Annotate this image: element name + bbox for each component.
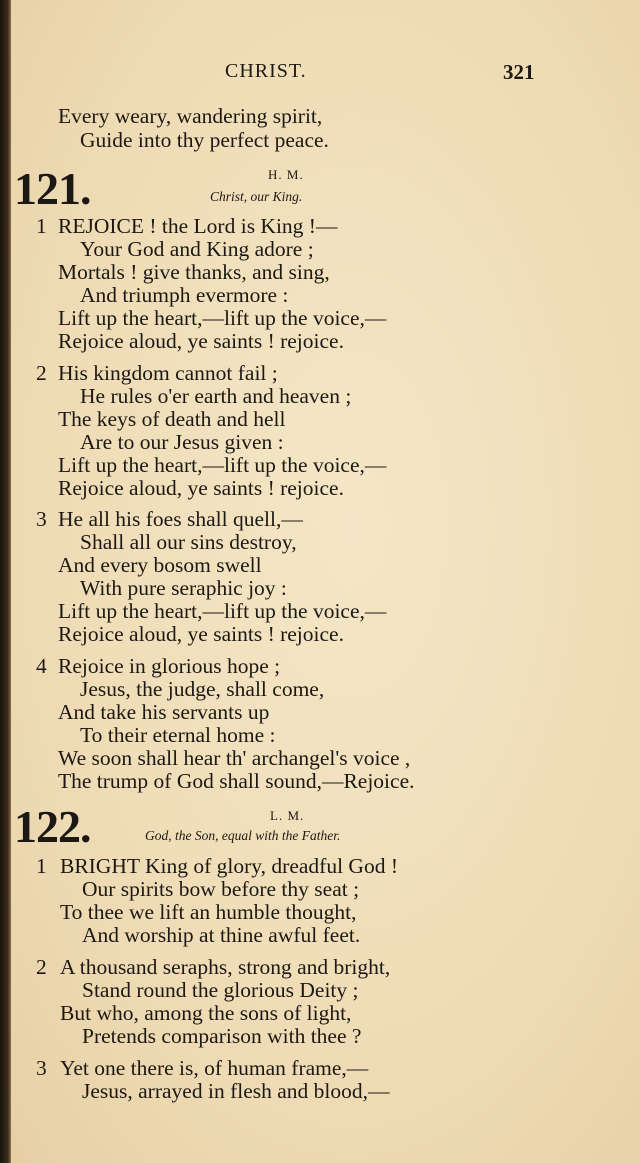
verse-line: His kingdom cannot fail ; xyxy=(58,361,278,385)
verse-line: And take his servants up xyxy=(58,700,270,724)
verse-line: And triumph evermore : xyxy=(80,283,289,307)
verse-line: To thee we lift an humble thought, xyxy=(60,900,357,924)
page-number: 321 xyxy=(503,60,535,84)
verse-line: Jesus, the judge, shall come, xyxy=(80,677,325,701)
verse-line: Lift up the heart,—lift up the voice,— xyxy=(58,599,387,623)
verse-line: We soon shall hear th' archangel's voice , xyxy=(58,746,411,770)
verse-line: The keys of death and hell xyxy=(58,407,286,431)
verse-line: BRIGHT King of glory, dreadful God ! xyxy=(60,854,398,878)
verse-line: He all his foes shall quell,— xyxy=(58,507,303,531)
verse-line: Pretends comparison with thee ? xyxy=(82,1024,362,1048)
book-spine xyxy=(0,0,11,1163)
verse-line: A thousand seraphs, strong and bright, xyxy=(60,955,391,979)
verse-line: But who, among the sons of light, xyxy=(60,1001,352,1025)
verse-line: Lift up the heart,—lift up the voice,— xyxy=(58,453,387,477)
verse-line: And worship at thine awful feet. xyxy=(82,923,361,947)
verse-line: Stand round the glorious Deity ; xyxy=(82,978,359,1002)
hymn-subtitle: God, the Son, equal with the Father. xyxy=(145,828,341,843)
verse-line: Mortals ! give thanks, and sing, xyxy=(58,260,330,284)
hymn-number: 121. xyxy=(14,163,91,214)
verse-line: The trump of God shall sound,—Rejoice. xyxy=(58,769,415,793)
verse-number: 2 xyxy=(36,955,47,979)
verse-line: Rejoice aloud, ye saints ! rejoice. xyxy=(58,476,344,500)
hymn-subtitle: Christ, our King. xyxy=(210,189,303,204)
verse-number: 2 xyxy=(36,361,47,385)
verse-number: 1 xyxy=(36,214,47,238)
verse-line: REJOICE ! the Lord is King !— xyxy=(58,214,338,238)
verse-line: Rejoice aloud, ye saints ! rejoice. xyxy=(58,622,344,646)
verse-line: Are to our Jesus given : xyxy=(80,430,284,454)
verse-number: 3 xyxy=(36,507,47,531)
verse-line: Shall all our sins destroy, xyxy=(80,530,297,554)
hymn-number: 122. xyxy=(14,801,91,852)
running-head: CHRIST. xyxy=(225,60,307,82)
verse-line: And every bosom swell xyxy=(58,553,262,577)
carryover-line: Guide into thy perfect peace. xyxy=(80,128,329,152)
verse-line: He rules o'er earth and heaven ; xyxy=(80,384,352,408)
verse-line: To their eternal home : xyxy=(80,723,276,747)
verse-number: 3 xyxy=(36,1056,47,1080)
verse-line: Rejoice aloud, ye saints ! rejoice. xyxy=(58,329,344,353)
verse-line: Yet one there is, of human frame,— xyxy=(60,1056,369,1080)
verse-line: Our spirits bow before thy seat ; xyxy=(82,877,360,901)
verse-number: 4 xyxy=(36,654,47,678)
carryover-line: Every weary, wandering spirit, xyxy=(58,104,323,128)
verse-number: 1 xyxy=(36,854,47,878)
verse-line: Lift up the heart,—lift up the voice,— xyxy=(58,306,387,330)
hymn-meter: H. M. xyxy=(268,167,304,182)
verse-line: With pure seraphic joy : xyxy=(80,576,287,600)
verse-line: Your God and King adore ; xyxy=(80,237,314,261)
hymn-meter: L. M. xyxy=(270,808,305,823)
verse-line: Jesus, arrayed in flesh and blood,— xyxy=(82,1079,390,1103)
verse-line: Rejoice in glorious hope ; xyxy=(58,654,281,678)
